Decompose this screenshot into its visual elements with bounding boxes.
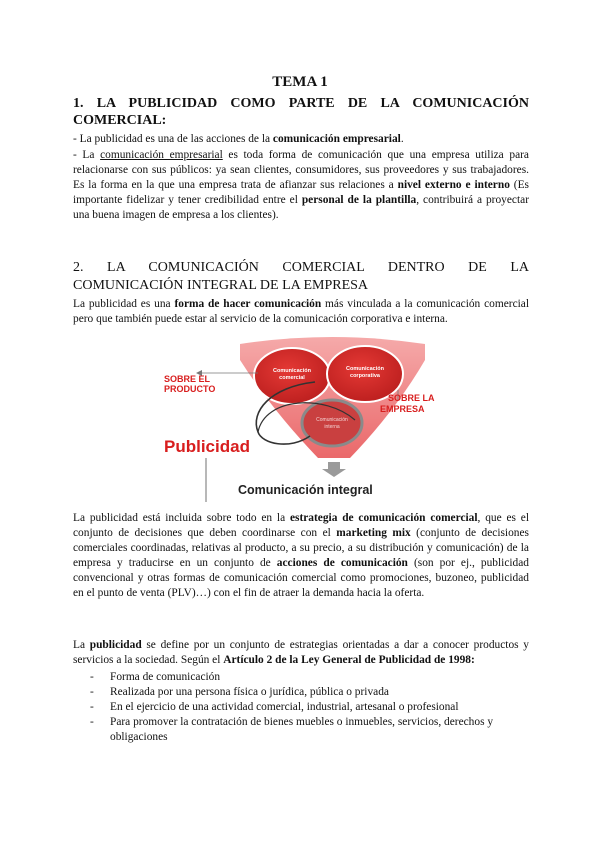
label-producto: PRODUCTO (164, 384, 216, 394)
circle-corporativa-label-2: corporativa (350, 373, 380, 379)
article-list (90, 670, 530, 745)
label-sobre-el: SOBRE EL (164, 374, 211, 384)
list-item: - En el ejercicio de una actividad comercial, industrial, artesanal o profesional (90, 700, 530, 715)
publicidad-diagram (150, 332, 450, 504)
section2-intro: La publicidad es una forma de hacer comunicación más vinculada a la comunicación comercial pero que también puede estar al servicio de la comunicación corporativa e interna. (73, 298, 530, 325)
list-item: - Realizada por una persona física o jurídica, pública o privada (90, 685, 530, 700)
paragraph-estrategia: La publicidad está incluida sobre todo en la estrategia de comunicación comercial, que es el conjunto de decisiones que deben coordinarse con el marketing mix (conjunto de decisiones comerciales coordinadas, relativas al producto, a su precio, a su distribución y comunicación) de la empresa y traducirse en un conjunto de acciones de comunicación (son por ej., publicidad convencional y otras formas de comunicación comercial como promociones, buzoneo, publicidad en el punto de venta (PLV)…) con el fin de atraer la demanda hacia la oferta. (73, 512, 530, 599)
page-title: TEMA 1 (272, 74, 328, 90)
list-item: - Para promover la contratación de bienes muebles o inmuebles, servicios, derechos y obligaciones (90, 715, 530, 745)
section1-line1: - La publicidad es una de las acciones de la comunicación empresarial. (73, 133, 404, 145)
label-empresa: EMPRESA (380, 404, 425, 414)
list-item: - Forma de comunicación (90, 670, 530, 685)
circle-interna-label-2: interna (324, 424, 340, 430)
section2-heading-line1: 2. LA COMUNICACIÓN COMERCIAL DENTRO DE LA (73, 260, 529, 275)
circle-corporativa-label: Comunicación (346, 366, 384, 372)
down-arrow (322, 462, 346, 477)
section1-heading: 1. LA PUBLICIDAD COMO PARTE DE LA COMUNICACIÓN COMERCIAL: (73, 96, 529, 128)
circle-interna-label: Comunicación (316, 417, 348, 423)
label-sobre-la: SOBRE LA (388, 393, 435, 403)
circle-comercial-label-2: comercial (279, 375, 305, 381)
label-publicidad: Publicidad (164, 437, 250, 456)
paragraph-definicion: La publicidad se define por un conjunto de estrategias orientadas a dar a conocer productos y servicios a la sociedad. Según el Artículo 2 de la Ley General de Publicidad de 1998: (73, 639, 529, 666)
section2-heading-line2: COMUNICACIÓN INTEGRAL DE LA EMPRESA (73, 278, 369, 293)
circle-comercial-label: Comunicación (273, 368, 311, 374)
label-comunicacion-integral: Comunicación integral (238, 483, 373, 497)
section1-paragraph2: - La comunicación empresarial es toda forma de comunicación que una empresa utiliza para relacionarse con sus públicos: ya sean clientes, consumidores, sus proveedores y sus trabajadores. Es la forma en la que una empresa trata de afianzar sus relaciones a nivel externo e interno (Es importante fidelizar y tener credibilidad entre el personal de la plantilla, contribuirá a proyectar una buena imagen de empresa a los clientes). (73, 149, 529, 221)
